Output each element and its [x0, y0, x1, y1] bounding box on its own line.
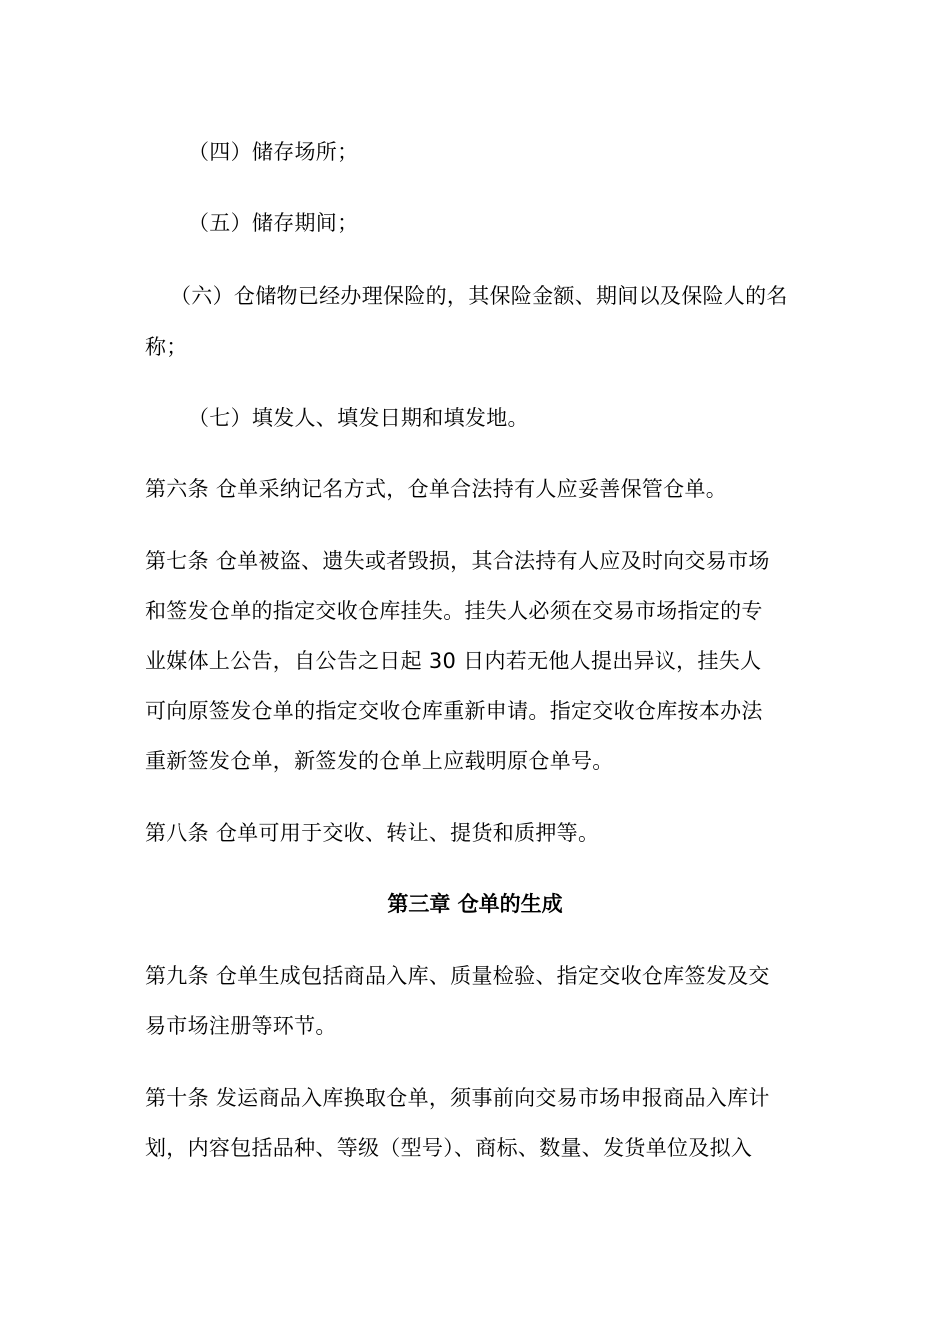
item-six-text-line2: 称；: [145, 335, 188, 359]
item-six-text-line1: （六）仓储物已经办理保险的，其保险金额、期间以及保险人的名: [170, 284, 788, 308]
article-nine-line2: 易市场注册等环节。: [145, 1014, 337, 1038]
item-seven-text: （七）填发人、填发日期和填发地。: [188, 406, 529, 430]
article-seven-line3: 业媒体上公告，自公告之日起 30 日内若无他人提出异议，挂失人: [145, 649, 762, 673]
chapter-three-heading: 第三章 仓单的生成: [387, 892, 563, 916]
article-ten-line1: 第十条 发运商品入库换取仓单，须事前向交易市场申报商品入库计: [145, 1086, 770, 1110]
article-six-text: 第六条 仓单采纳记名方式，仓单合法持有人应妥善保管仓单。: [145, 477, 728, 501]
item-four-text: （四）储存场所；: [188, 140, 359, 164]
article-seven-line5: 重新签发仓单，新签发的仓单上应载明原仓单号。: [145, 749, 614, 773]
article-nine-line1: 第九条 仓单生成包括商品入库、质量检验、指定交收仓库签发及交: [145, 964, 770, 988]
article-eight-text: 第八条 仓单可用于交收、转让、提货和质押等。: [145, 821, 600, 845]
article-seven-line2: 和签发仓单的指定交收仓库挂失。挂失人必须在交易市场指定的专: [145, 599, 763, 623]
article-seven-line4: 可向原签发仓单的指定交收仓库重新申请。指定交收仓库按本办法: [145, 699, 763, 723]
item-five-text: （五）储存期间；: [188, 211, 359, 235]
article-seven-line1: 第七条 仓单被盗、遗失或者毁损，其合法持有人应及时向交易市场: [145, 549, 770, 573]
article-ten-line2: 划，内容包括品种、等级（型号）、商标、数量、发货单位及拟入: [145, 1136, 753, 1160]
